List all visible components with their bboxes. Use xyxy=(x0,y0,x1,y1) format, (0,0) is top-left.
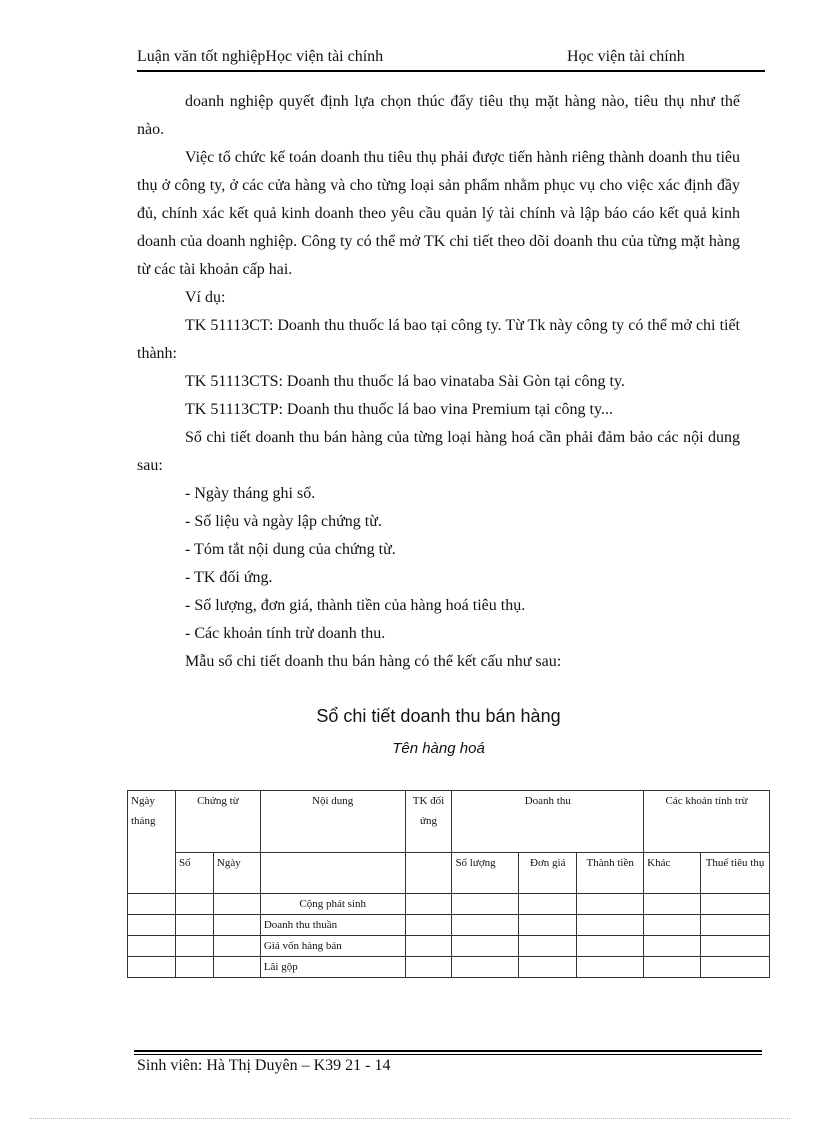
paragraph-requirements: Sổ chi tiết doanh thu bán hàng của từng loại hàng hoá cần phải đảm bảo các nội dung sau: xyxy=(137,429,740,474)
header-date: Ngày tháng xyxy=(128,791,176,894)
footer-rule-thin xyxy=(134,1054,762,1055)
table-subtitle: Tên hàng hoá xyxy=(392,740,485,757)
paragraph-2: Việc tổ chức kế toán doanh thu tiêu thụ phải được tiến hành riêng thành doanh thu tiêu thụ ở công ty, ở các cửa hàng và cho từng loại sản phẩm nhằm phục vụ cho việc xác định đầy đủ, chính xác kết quả kinh doanh theo yêu cầu quản lý tài chính và lập báo cáo kết quả kinh doanh của doanh nghiệp. Công ty có thể mở TK chi tiết theo dõi doanh thu của từng mặt hàng từ các tài khoản cấp hai. xyxy=(137,149,740,278)
revenue-ledger-table xyxy=(127,790,770,978)
row-label: Giá vốn hàng bán xyxy=(260,936,405,957)
paragraph-template-intro: Mẫu sổ chi tiết doanh thu bán hàng có thể kết cấu như sau: xyxy=(185,653,562,670)
list-item: - Tóm tắt nội dung của chứng từ. xyxy=(185,541,396,558)
body-text xyxy=(137,88,740,676)
table-row xyxy=(128,936,770,957)
header-left-title: Luận văn tốt nghiệpHọc viện tài chính xyxy=(137,48,384,65)
paragraph-1: doanh nghiệp quyết định lựa chọn thúc đẩy tiêu thụ mặt hàng nào, tiêu thụ như thế nào. xyxy=(137,93,740,138)
header-deductions: Các khoản tính trừ xyxy=(644,791,770,853)
list-item: - Số liệu và ngày lập chứng từ. xyxy=(185,513,382,530)
footer-rule-thick xyxy=(134,1050,762,1052)
header-other: Khác xyxy=(644,853,701,894)
header-amount: Thành tiền xyxy=(577,853,644,894)
header-revenue: Doanh thu xyxy=(452,791,644,853)
header-voucher-date: Ngày xyxy=(213,853,260,894)
row-label: Lãi gộp xyxy=(260,957,405,978)
row-label: Cộng phát sinh xyxy=(260,894,405,915)
list-item: - Số lượng, đơn giá, thành tiền của hàng hoá tiêu thụ. xyxy=(185,597,526,614)
table-row xyxy=(128,894,770,915)
table-row xyxy=(128,957,770,978)
page-bottom-dotted-line xyxy=(30,1118,790,1119)
paragraph-example-label: Ví dụ: xyxy=(185,289,226,306)
list-item: - TK đối ứng. xyxy=(185,569,273,586)
header-rule xyxy=(137,70,765,72)
table-title: Sổ chi tiết doanh thu bán hàng xyxy=(316,706,561,726)
table-row xyxy=(128,915,770,936)
header-voucher: Chứng từ xyxy=(175,791,260,853)
page-header xyxy=(137,48,765,72)
page-footer: Sinh viên: Hà Thị Duyên – K39 21 - 14 xyxy=(137,1057,391,1074)
header-voucher-no: Số xyxy=(175,853,213,894)
header-right-title: Học viện tài chính xyxy=(567,48,685,65)
header-content: Nội dung xyxy=(260,791,405,853)
header-quantity: Số lượng xyxy=(452,853,519,894)
header-excise-tax: Thuế tiêu thụ xyxy=(701,853,770,894)
header-unit-price: Đơn giá xyxy=(519,853,577,894)
header-account: TK đối ứng xyxy=(405,791,452,853)
row-label: Doanh thu thuần xyxy=(260,915,405,936)
list-item: - Các khoản tính trừ doanh thu. xyxy=(185,625,386,642)
list-item: - Ngày tháng ghi sổ. xyxy=(185,485,316,502)
paragraph-account-ct: TK 51113CT: Doanh thu thuốc lá bao tại công ty. Từ Tk này công ty có thể mở chi tiết thành: xyxy=(137,317,740,362)
paragraph-account-ctp: TK 51113CTP: Doanh thu thuốc lá bao vina Premium tại công ty... xyxy=(185,401,613,418)
paragraph-account-cts: TK 51113CTS: Doanh thu thuốc lá bao vinataba Sài Gòn tại công ty. xyxy=(185,373,625,390)
